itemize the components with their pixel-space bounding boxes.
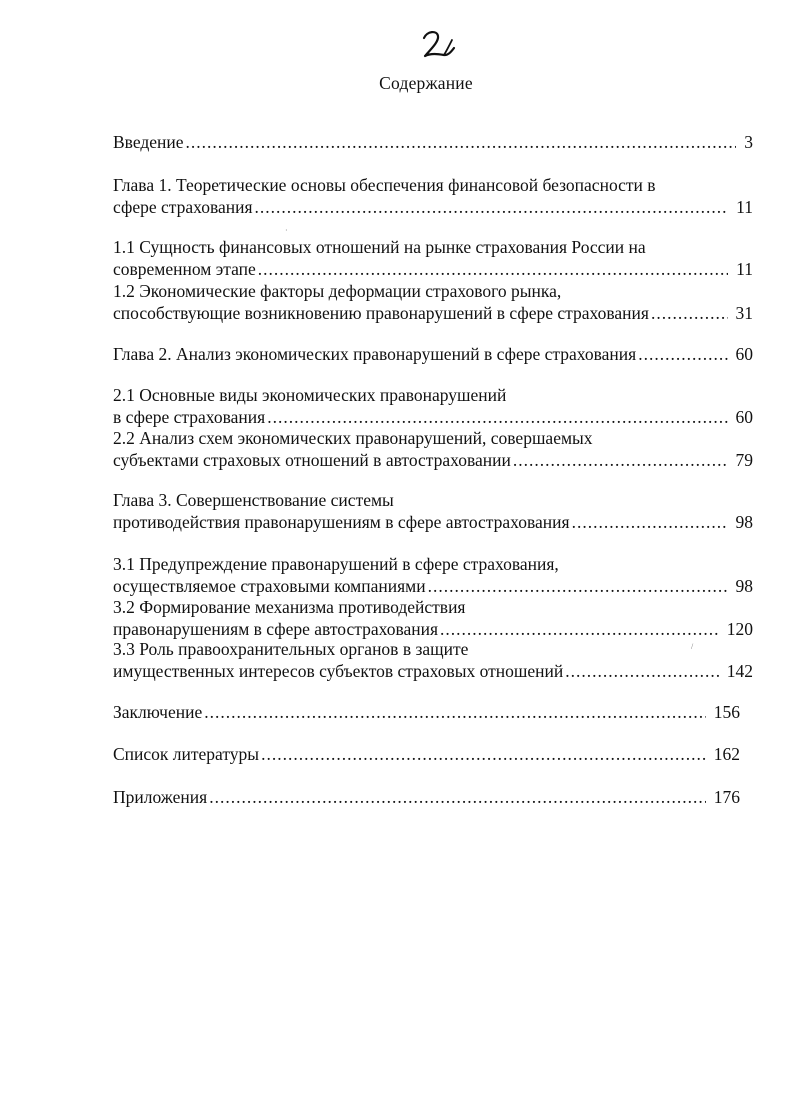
toc-entry-introduction (113, 131, 753, 153)
toc-entry-title-cont: имущественных интересов субъектов страховых отношений (113, 661, 564, 681)
toc-entry-title: Список литературы (113, 744, 260, 764)
toc-entry-title: Глава 3. Совершенствование системы (113, 490, 394, 510)
toc-entry-appendices (113, 786, 753, 808)
scan-speck: · (285, 226, 288, 235)
toc-entry-chapter-1 (113, 174, 753, 218)
toc-entry-title-cont: субъектами страховых отношений в автостраховании (113, 450, 511, 470)
leader-dots (651, 302, 728, 324)
toc-entry-section-2-1 (113, 384, 753, 428)
page-title: Содержание (379, 73, 473, 93)
leader-dots (572, 511, 728, 533)
toc-entry-section-3-2 (113, 596, 753, 640)
toc-entry-title-cont: способствующие возникновению правонарушений в сфере страхования (113, 303, 649, 323)
toc-page-number: 79 (735, 450, 753, 470)
toc-page-number: 11 (736, 259, 753, 279)
toc-entry-title: 3.2 Формирование механизма противодействия (113, 597, 466, 617)
toc-entry-section-1-2 (113, 280, 753, 324)
toc-page-number: 142 (726, 661, 753, 681)
leader-dots (267, 406, 727, 428)
toc-entry-title-cont: сфере страхования (113, 197, 253, 217)
toc-entry-references (113, 743, 753, 765)
leader-dots (258, 258, 728, 280)
toc-page-number: 60 (735, 344, 753, 364)
leader-dots (209, 786, 706, 808)
toc-entry-title: Введение (113, 132, 184, 152)
toc-entry-title: Заключение (113, 702, 203, 722)
toc-entry-title: 1.2 Экономические факторы деформации страхового рынка, (113, 281, 562, 301)
toc-page-number: 120 (726, 619, 753, 639)
toc-page-number: 3 (744, 132, 753, 152)
toc-page-number: 11 (736, 197, 753, 217)
leader-dots (261, 743, 706, 765)
toc-page-number: 98 (735, 576, 753, 596)
toc-entry-title: 3.3 Роль правоохранительных органов в защите (113, 639, 469, 659)
toc-entry-title: Глава 2. Анализ экономических правонарушений в сфере страхования (113, 344, 637, 364)
toc-page-number: 162 (713, 744, 740, 764)
toc-entry-title: Приложения (113, 787, 208, 807)
toc-entry-title-cont: противодействия правонарушениям в сфере автострахования (113, 512, 570, 532)
toc-entry-chapter-2 (113, 343, 753, 365)
toc-page-number: 60 (735, 407, 753, 427)
toc-entry-title: 2.2 Анализ схем экономических правонарушений, совершаемых (113, 428, 593, 448)
scan-speck: / (691, 642, 694, 651)
handwritten-page-number (418, 28, 458, 62)
handwritten-two-icon (418, 28, 458, 62)
toc-entry-chapter-3 (113, 489, 753, 533)
leader-dots (513, 449, 728, 471)
toc-entry-title: 2.1 Основные виды экономических правонарушений (113, 385, 507, 405)
toc-entry-section-1-1 (113, 236, 753, 280)
leader-dots (255, 196, 729, 218)
leader-dots (638, 343, 727, 365)
toc-entry-title-cont: осуществляемое страховыми компаниями (113, 576, 426, 596)
leader-dots (186, 131, 737, 153)
toc-entry-section-2-2 (113, 427, 753, 471)
leader-dots (204, 701, 706, 723)
toc-page-number: 156 (713, 702, 740, 722)
leader-dots (565, 660, 719, 682)
toc-entry-title: Глава 1. Теоретические основы обеспечения финансовой безопасности в (113, 175, 656, 195)
leader-dots (428, 575, 728, 597)
toc-entry-title-cont: правонарушениям в сфере автострахования (113, 619, 439, 639)
toc-page-number: 98 (735, 512, 753, 532)
toc-entry-title: 1.1 Сущность финансовых отношений на рынке страхования России на (113, 237, 646, 257)
toc-entry-title: 3.1 Предупреждение правонарушений в сфере страхования, (113, 554, 559, 574)
toc-entry-section-3-1 (113, 553, 753, 597)
toc-entry-section-3-3 (113, 638, 753, 682)
toc-page-number: 31 (735, 303, 753, 323)
leader-dots (440, 618, 719, 640)
toc-page-number: 176 (713, 787, 740, 807)
toc-entry-conclusion (113, 701, 753, 723)
toc-entry-title-cont: современном этапе (113, 259, 256, 279)
toc-entry-title-cont: в сфере страхования (113, 407, 266, 427)
